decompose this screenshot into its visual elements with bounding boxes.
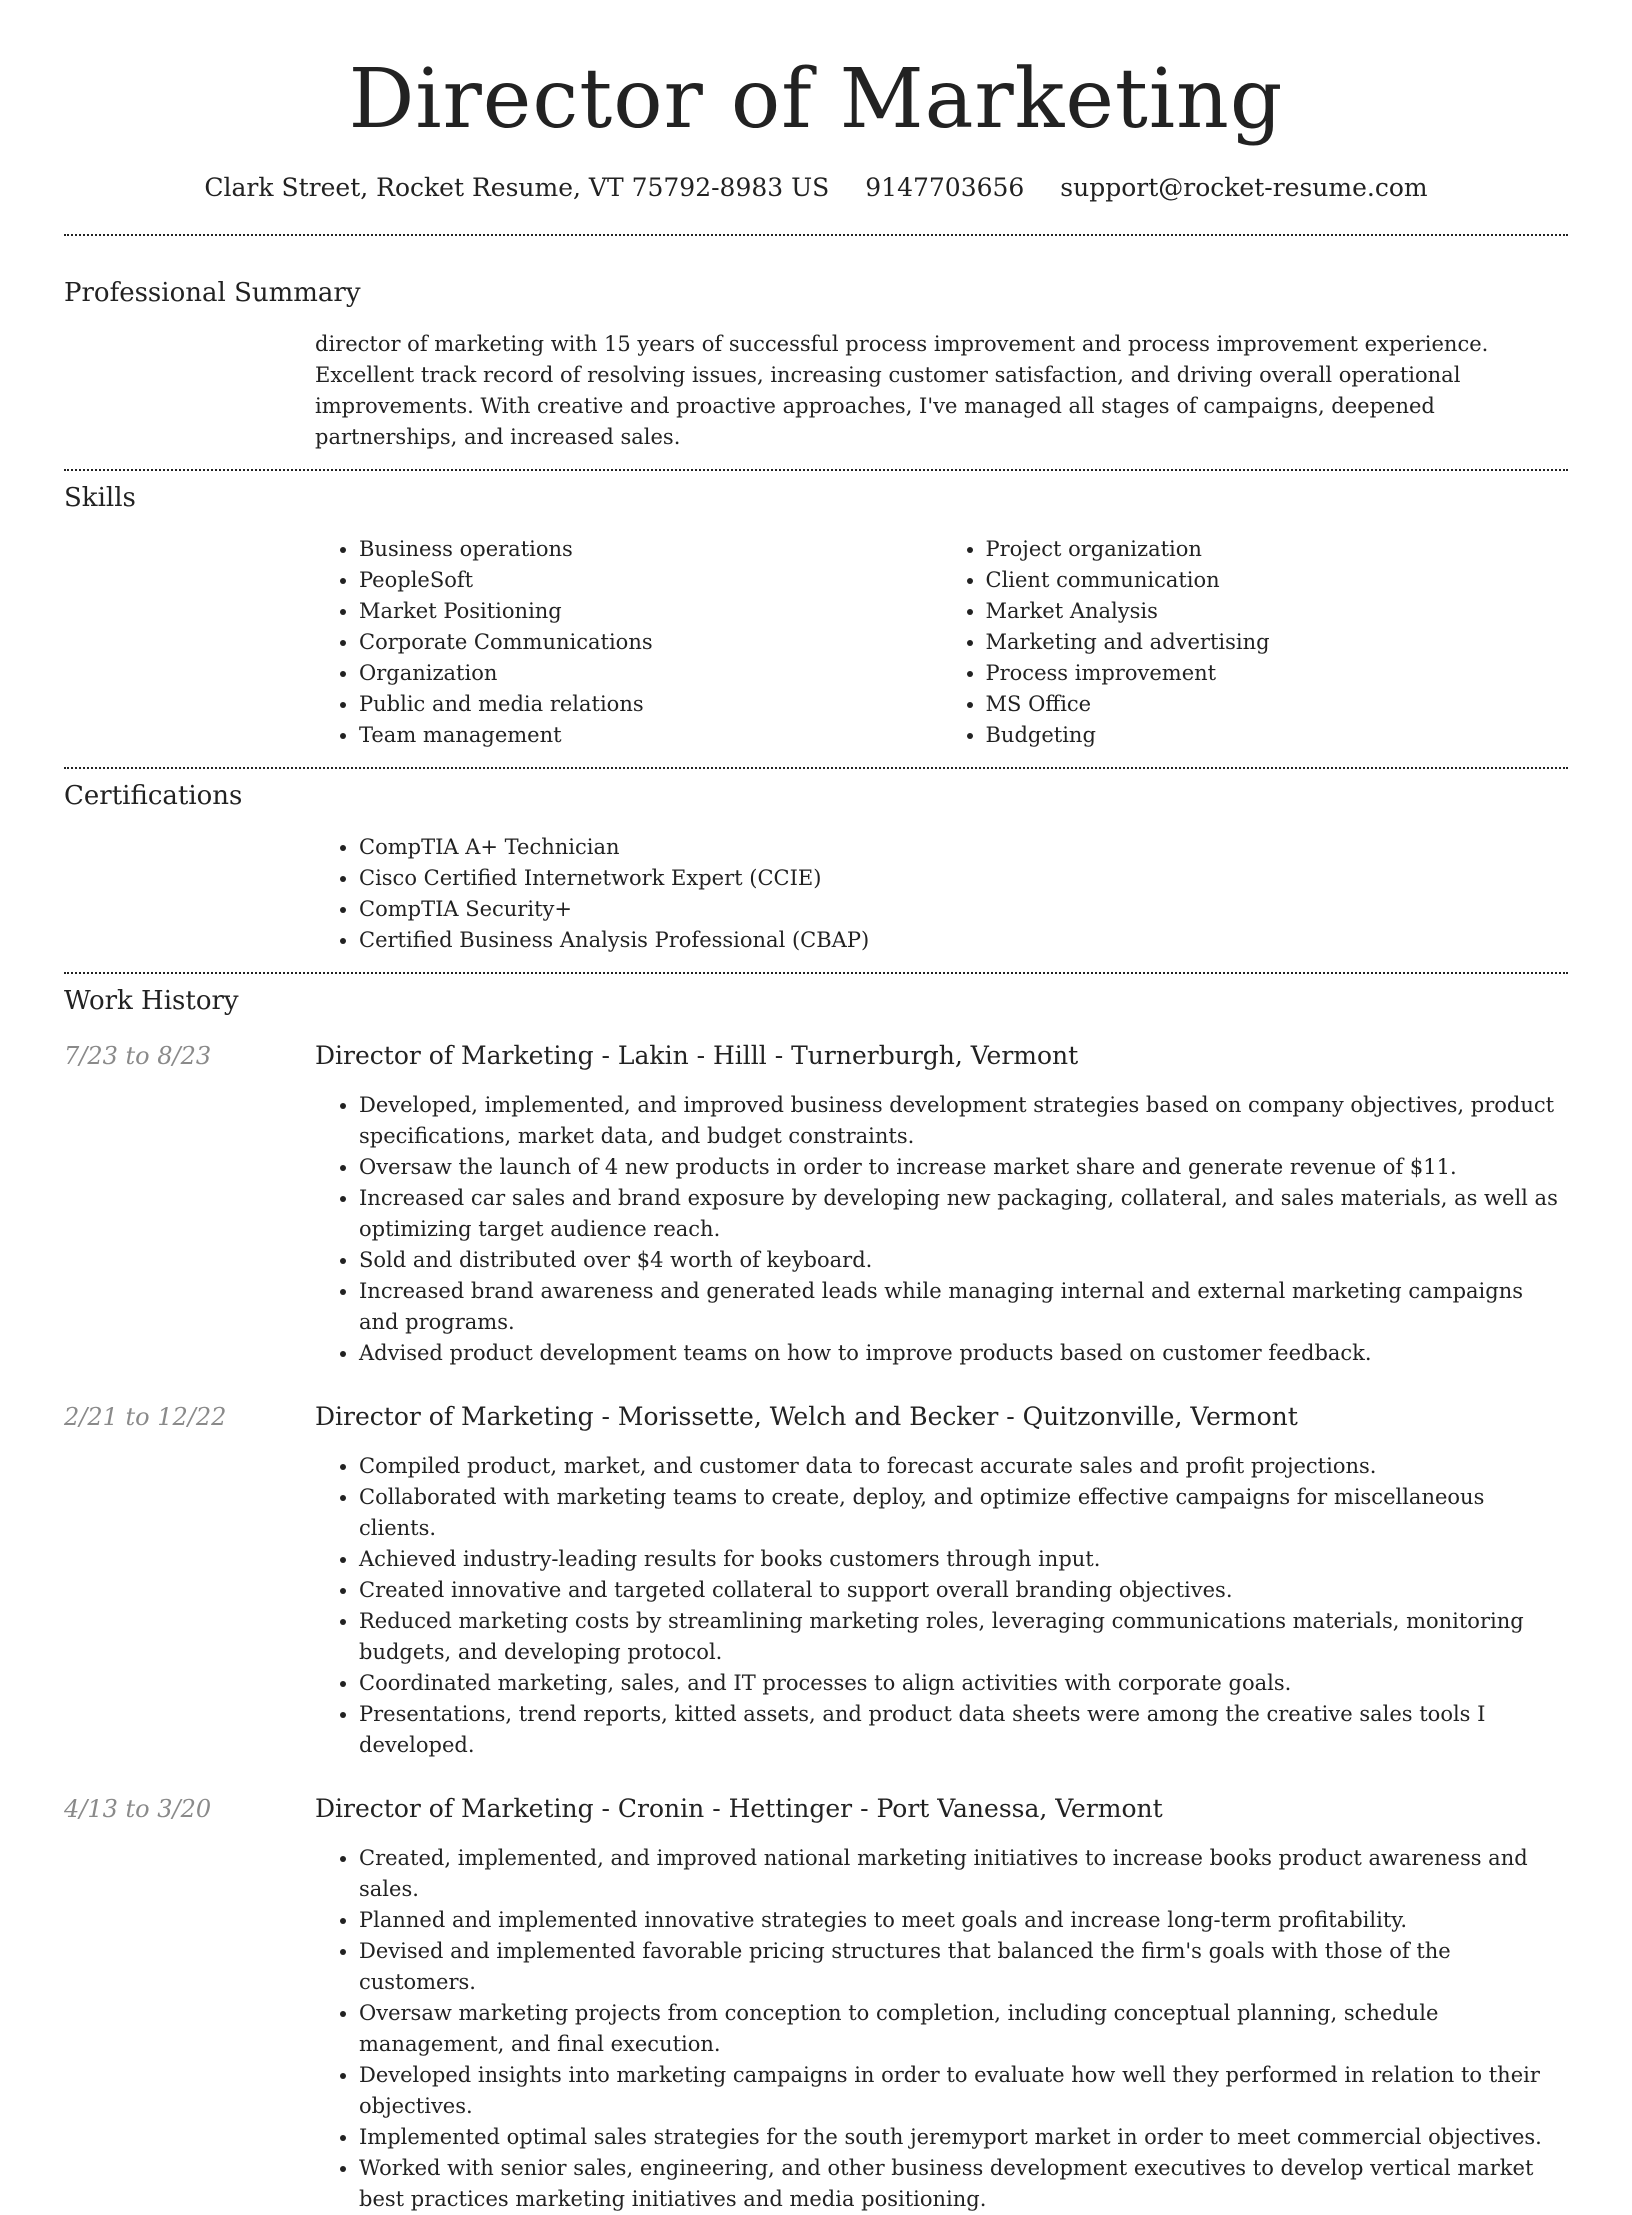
skill-item: • Team management [359,720,942,751]
skill-item: • PeopleSoft [359,565,942,596]
job-title: Director of Marketing - Morissette, Welch and Becker - Quitzonville, Vermont [315,1402,1298,1431]
certification-item: • Certified Business Analysis Professional (CBAP) [359,925,1568,956]
job-bullet: • Created innovative and targeted collateral to support overall branding objectives. [359,1575,1568,1606]
contact-address: Clark Street, Rocket Resume, VT 75792-8983 US [204,173,830,202]
skill-item: • Project organization [986,534,1569,565]
certifications-list [315,832,1568,956]
job-bullet: • Devised and implemented favorable pricing structures that balanced the firm's goals with those of the customers. [359,1936,1568,1998]
skill-item: • Public and media relations [359,689,942,720]
job-bullet-list [315,1843,1568,2215]
contact-line [64,172,1568,204]
resume-name: Director of Marketing [348,52,1284,147]
certifications-content [315,832,1568,956]
job-dates: 2/21 to 12/22 [64,1403,227,1431]
job-bullet: • Compiled product, market, and customer data to forecast accurate sales and profit projections. [359,1451,1568,1482]
job-header [64,1793,1568,1825]
skills-title: Skills [64,483,136,513]
skill-item: • Market Positioning [359,596,942,627]
certification-item: • Cisco Certified Internetwork Expert (CCIE) [359,863,1568,894]
skill-item: • Business operations [359,534,942,565]
contact-phone: 9147703656 [865,173,1025,202]
skills-right-list [942,534,1569,751]
skill-item: • Organization [359,658,942,689]
contact-email: support@rocket-resume.com [1060,173,1428,202]
skill-item: • Client communication [986,565,1569,596]
job-bullet: • Planned and implemented innovative strategies to meet goals and increase long-term profitability. [359,1905,1568,1936]
skill-item: • Budgeting [986,720,1569,751]
job-bullet: • Sold and distributed over $4 worth of keyboard. [359,1245,1568,1276]
job-bullet: • Advised product development teams on how to improve products based on customer feedback. [359,1338,1568,1369]
summary-text: director of marketing with 15 years of successful process improvement and process improvement experience. Excellent track record of resolving issues, increasing customer satisfaction, and driving overall operational improvements. With creative and proactive approaches, I've managed all stages of campaigns, deepened partnerships, and increased sales. [315,332,1489,449]
job-bullet: • Developed insights into marketing campaigns in order to evaluate how well they performed in relation to their objectives. [359,2060,1568,2122]
summary-section [64,236,1568,469]
summary-content [315,329,1568,453]
job-dates: 7/23 to 8/23 [64,1042,212,1070]
skills-left-list [315,534,942,751]
job-entry [64,1401,1568,1761]
job-header [64,1040,1568,1072]
certification-item: • CompTIA Security+ [359,894,1568,925]
summary-title: Professional Summary [64,278,361,308]
job-bullet-list [315,1090,1568,1369]
job-bullet: • Achieved industry-leading results for books customers through input. [359,1544,1568,1575]
job-bullet: • Implemented optimal sales strategies for the south jeremyport market in order to meet commercial objectives. [359,2122,1568,2153]
skill-item: • Corporate Communications [359,627,942,658]
certification-item: • CompTIA A+ Technician [359,832,1568,863]
job-bullet: • Worked with senior sales, engineering, and other business development executives to develop vertical market best practices marketing initiatives and media positioning. [359,2153,1568,2215]
job-bullet: • Developed, implemented, and improved business development strategies based on company objectives, product specifications, market data, and budget constraints. [359,1090,1568,1152]
certifications-title: Certifications [64,781,243,811]
job-bullets [315,1843,1568,2215]
job-bullet: • Oversaw marketing projects from conception to completion, including conceptual planning, schedule management, and final execution. [359,1998,1568,2060]
job-header [64,1401,1568,1433]
job-bullet: • Increased brand awareness and generated leads while managing internal and external marketing campaigns and programs. [359,1276,1568,1338]
job-bullets [315,1090,1568,1369]
skill-item: • Process improvement [986,658,1569,689]
job-entry [64,1793,1568,2215]
job-bullet: • Presentations, trend reports, kitted assets, and product data sheets were among the creative sales tools I developed. [359,1699,1568,1761]
job-bullet: • Oversaw the launch of 4 new products in order to increase market share and generate revenue of $11. [359,1152,1568,1183]
skills-grid [315,534,1568,751]
job-entry [64,1040,1568,1369]
skill-item: • MS Office [986,689,1569,720]
resume-page [64,0,1568,2215]
job-dates: 4/13 to 3/20 [64,1795,212,1823]
job-bullet: • Created, implemented, and improved national marketing initiatives to increase books product awareness and sales. [359,1843,1568,1905]
work-section [64,974,1568,2215]
skill-item: • Market Analysis [986,596,1569,627]
job-title: Director of Marketing - Lakin - Hilll - Turnerburgh, Vermont [315,1041,1079,1070]
job-bullet: • Increased car sales and brand exposure by developing new packaging, collateral, and sales materials, as well as optimizing target audience reach. [359,1183,1568,1245]
job-bullets [315,1451,1568,1761]
skill-item: • Marketing and advertising [986,627,1569,658]
job-bullet: • Collaborated with marketing teams to create, deploy, and optimize effective campaigns for miscellaneous clients. [359,1482,1568,1544]
skills-section [64,471,1568,767]
work-title: Work History [64,986,239,1016]
job-bullet: • Coordinated marketing, sales, and IT processes to align activities with corporate goals. [359,1668,1568,1699]
job-title: Director of Marketing - Cronin - Hettinger - Port Vanessa, Vermont [315,1794,1163,1823]
job-bullet: • Reduced marketing costs by streamlining marketing roles, leveraging communications materials, monitoring budgets, and developing protocol. [359,1606,1568,1668]
job-bullet-list [315,1451,1568,1761]
certifications-section [64,769,1568,972]
